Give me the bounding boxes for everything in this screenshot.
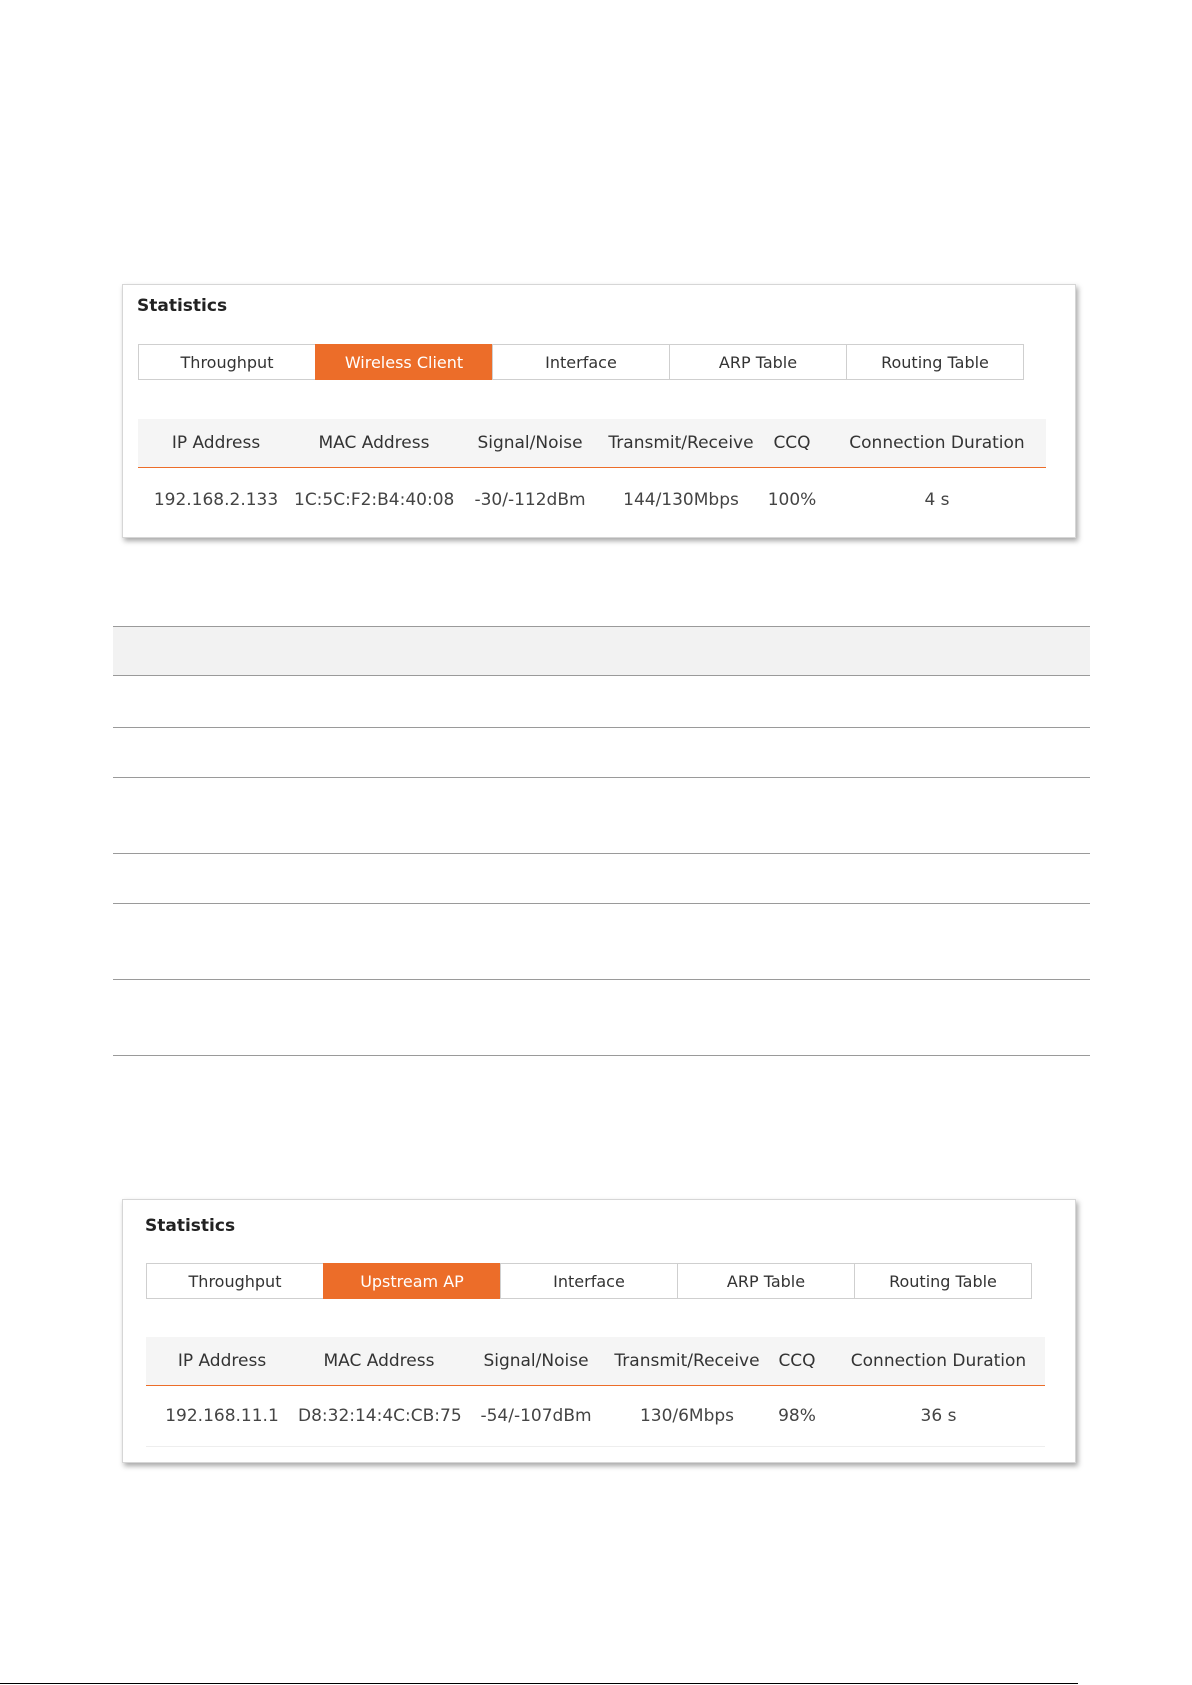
cell-ccq: 100% [767,490,817,510]
cell-mac-address: 1C:5C:F2:B4:40:08 [294,490,455,510]
tab-interface[interactable]: Interface [492,344,670,380]
panel-title: Statistics [137,296,228,316]
tab-throughput[interactable]: Throughput [146,1263,324,1299]
cell-mac-address: D8:32:14:4C:CB:75 [298,1386,460,1447]
column-header-connection-duration: Connection Duration [832,1337,1045,1386]
tab-routing-table[interactable]: Routing Table [854,1263,1032,1299]
table-row [146,1386,1045,1447]
page-footer-rule [0,1683,1078,1684]
column-header-ip-address: IP Address [146,1337,298,1386]
cell-connection-duration: 36 s [832,1386,1045,1447]
tab-throughput[interactable]: Throughput [138,344,316,380]
table-row [138,468,1046,533]
tab-arp-table[interactable]: ARP Table [677,1263,855,1299]
cell-signal-noise: -30/-112dBm [474,490,586,510]
upstream-ap-table [146,1337,1045,1447]
column-header-mac-address: MAC Address [294,419,454,468]
tab-upstream-ap[interactable]: Upstream AP [323,1263,501,1299]
cell-ip-address: 192.168.2.133 [153,490,279,510]
table-header-row [138,419,1046,468]
cell-transmit-receive: 130/6Mbps [612,1386,762,1447]
cell-ip-address: 192.168.11.1 [146,1386,298,1447]
column-header-ccq: CCQ [762,1337,832,1386]
tab-routing-table[interactable]: Routing Table [846,344,1024,380]
wireless-client-table [138,419,1046,532]
document-table-row [113,676,1090,728]
tab-bar [138,344,1024,380]
document-table-row [113,728,1090,778]
statistics-panel-upstream-ap [122,1199,1076,1463]
column-header-ip-address: IP Address [138,419,294,468]
document-table-row [113,904,1090,980]
panel-title: Statistics [145,1216,236,1236]
column-header-ccq: CCQ [756,419,828,468]
tab-interface[interactable]: Interface [500,1263,678,1299]
document-table [113,626,1090,1056]
column-header-mac-address: MAC Address [298,1337,460,1386]
cell-signal-noise: -54/-107dBm [460,1386,612,1447]
statistics-panel-wireless-client [122,284,1076,538]
column-header-signal-noise: Signal/Noise [454,419,606,468]
document-table-row [113,854,1090,904]
tab-bar [146,1263,1032,1299]
document-table-row [113,980,1090,1056]
column-header-signal-noise: Signal/Noise [460,1337,612,1386]
cell-connection-duration: 4 s [924,490,950,510]
cell-ccq: 98% [762,1386,832,1447]
column-header-transmit-receive: Transmit/Receive [612,1337,762,1386]
document-table-header [113,626,1090,676]
tab-wireless-client[interactable]: Wireless Client [315,344,493,380]
column-header-transmit-receive: Transmit/Receive [606,419,756,468]
tab-arp-table[interactable]: ARP Table [669,344,847,380]
table-header-row [146,1337,1045,1386]
document-table-row [113,778,1090,854]
column-header-connection-duration: Connection Duration [828,419,1046,468]
cell-transmit-receive: 144/130Mbps [623,490,739,510]
